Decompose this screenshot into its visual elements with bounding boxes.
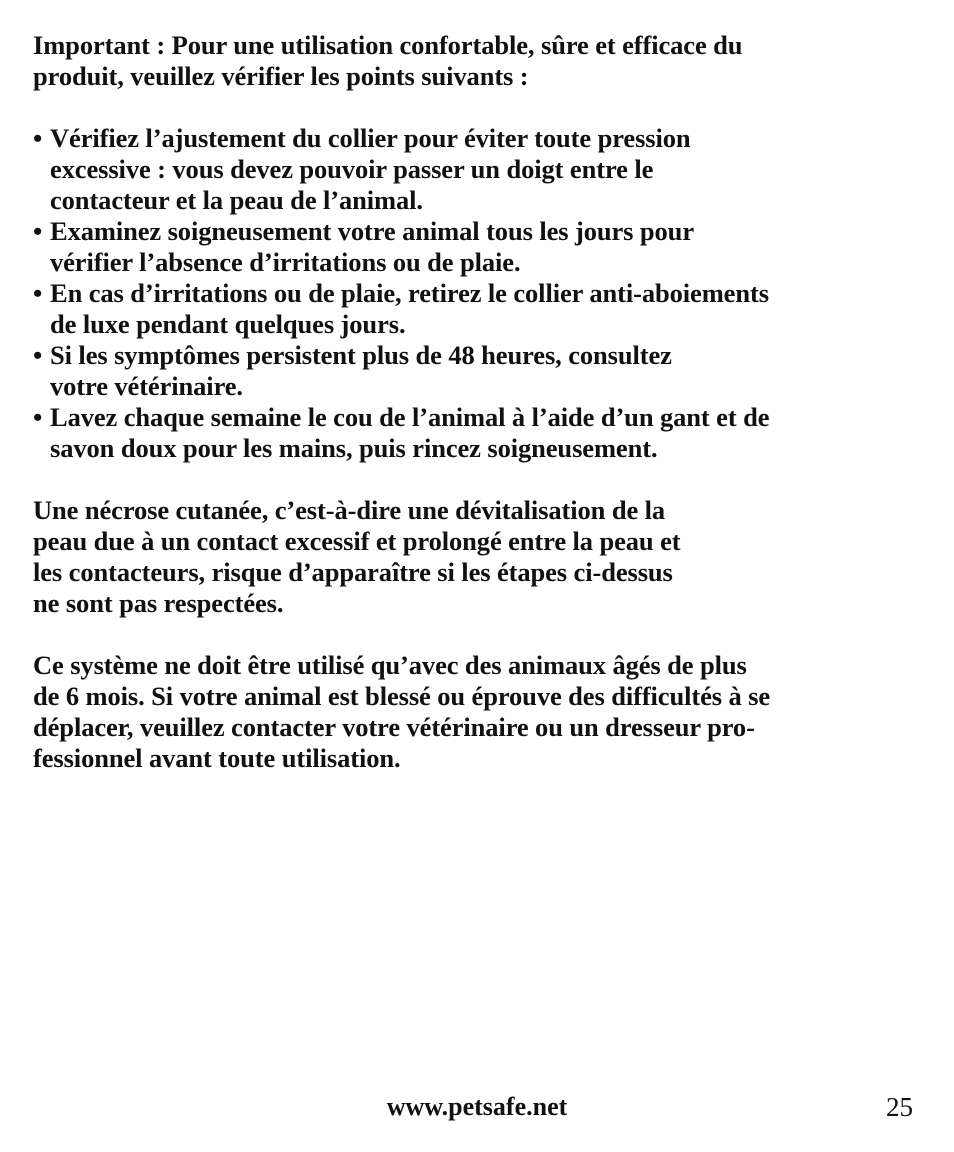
necrosis-warning-paragraph xyxy=(33,495,923,619)
checklist-item-consult-vet xyxy=(33,340,923,402)
checklist-item-weekly-wash xyxy=(33,402,923,464)
checklist-item-line: Si les symptômes persistent plus de 48 heures, consultez xyxy=(50,340,672,370)
intro-line: Important : Pour une utilisation confortable, sûre et efficace du xyxy=(33,30,743,60)
footer-website-url: www.petsafe.net xyxy=(386,1092,568,1121)
age-restriction-line: déplacer, veuillez contacter votre vétérinaire ou un dresseur pro- xyxy=(33,712,755,742)
age-restriction-line: de 6 mois. Si votre animal est blessé ou éprouve des difficultés à se xyxy=(33,681,771,711)
checklist-item-line: de luxe pendant quelques jours. xyxy=(50,309,406,339)
paragraph-spacer xyxy=(33,92,923,123)
checklist-item-line: excessive : vous devez pouvoir passer un doigt entre le xyxy=(50,154,654,184)
bullet-marker: • xyxy=(33,278,43,308)
age-restriction-line: Ce système ne doit être utilisé qu’avec des animaux âgés de plus xyxy=(33,650,747,680)
age-restriction-paragraph xyxy=(33,650,923,774)
necrosis-warning-line: peau due à un contact excessif et prolongé entre la peau et xyxy=(33,526,681,556)
bullet-marker: • xyxy=(33,340,43,370)
bullet-marker: • xyxy=(33,123,43,153)
manual-page-content xyxy=(33,30,923,774)
bullet-marker: • xyxy=(33,402,43,432)
paragraph-spacer xyxy=(33,619,923,650)
intro-line: produit, veuillez vérifier les points suivants : xyxy=(33,61,529,91)
checklist-item-remove-collar xyxy=(33,278,923,340)
age-restriction-line: fessionnel avant toute utilisation. xyxy=(33,743,401,773)
safety-checklist xyxy=(33,123,923,464)
necrosis-warning-line: Une nécrose cutanée, c’est-à-dire une dévitalisation de la xyxy=(33,495,666,525)
intro-paragraph xyxy=(33,30,923,92)
bullet-marker: • xyxy=(33,216,43,246)
checklist-item-line: votre vétérinaire. xyxy=(50,371,243,401)
checklist-item-line: vérifier l’absence d’irritations ou de plaie. xyxy=(50,247,521,277)
checklist-item-line: Lavez chaque semaine le cou de l’animal à l’aide d’un gant et de xyxy=(50,402,770,432)
necrosis-warning-line: les contacteurs, risque d’apparaître si les étapes ci-dessus xyxy=(33,557,673,587)
checklist-item-line: Vérifiez l’ajustement du collier pour éviter toute pression xyxy=(50,123,691,153)
page-number: 25 xyxy=(886,1092,913,1122)
checklist-item-daily-exam xyxy=(33,216,923,278)
checklist-item-line: contacteur et la peau de l’animal. xyxy=(50,185,423,215)
necrosis-warning-line: ne sont pas respectées. xyxy=(33,588,284,618)
paragraph-spacer xyxy=(33,464,923,495)
checklist-item-collar-fit xyxy=(33,123,923,216)
checklist-item-line: savon doux pour les mains, puis rincez soigneusement. xyxy=(50,433,658,463)
checklist-item-line: En cas d’irritations ou de plaie, retirez le collier anti-aboiements xyxy=(50,278,769,308)
checklist-item-line: Examinez soigneusement votre animal tous les jours pour xyxy=(50,216,694,246)
